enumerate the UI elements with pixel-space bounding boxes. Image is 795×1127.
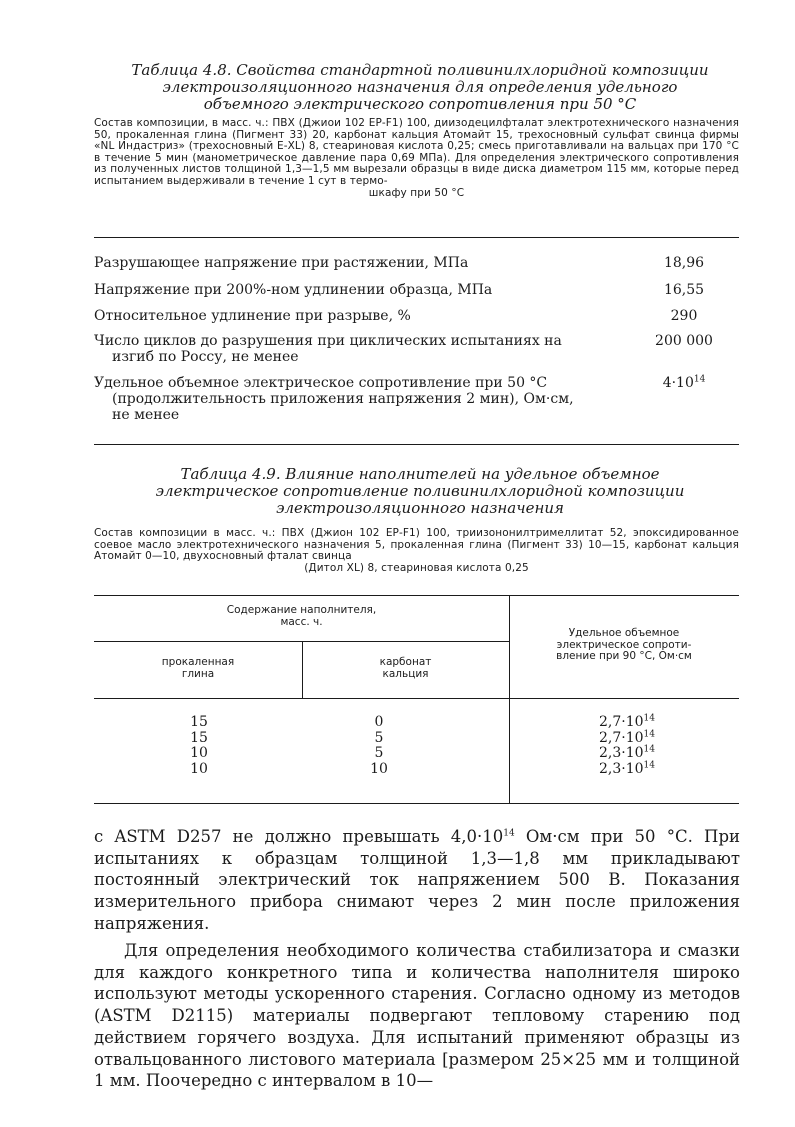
table-cell: 10 — [370, 760, 388, 777]
caption-line: электрическое сопротивление поливинилхлоридной композиции — [155, 482, 685, 500]
header-text: прокаленная — [161, 656, 235, 668]
label-line: не менее — [112, 407, 180, 423]
value-exponent: 14 — [643, 759, 655, 770]
label-line: Удельное объемное электрическое сопротивление при 50 °С — [94, 375, 548, 391]
label-line: (продолжительность приложения напряжения 2 мин), Ом·см, — [112, 391, 574, 407]
property-value: 290 — [670, 308, 698, 324]
table-4-9-caption — [120, 466, 720, 517]
header-text: Удельное объемное — [568, 627, 680, 639]
composition-text: Состав композиции, в масс. ч.: ПВХ (Джиои 102 ЕР-F1) 100, диизодецилфталат электротехнического назначения 50, прокаленная глина (Пигмент 33) 20, карбонат кальция Атомайт 15, трехосновный сульфат свинца фирмы «NL Индастриз» (трехосновный Е-XL) 8, стеариновая кислота 0,25; смесь приготавливали на вальцах при 170 °С в течение 5 мин (манометрическое давление пара 0,69 МПа). Для определения электрического сопротивления из полученных листов толщиной 1,3—1,5 мм вырезали образцы в виде диска диаметром 115 мм, которые перед испытанием выдерживали в течение 1 сут в термо- — [94, 117, 739, 187]
header-text: карбонат — [379, 656, 432, 668]
header-clay — [94, 657, 302, 680]
value-base: 4·10 — [662, 375, 694, 391]
table-bottom-rule — [94, 803, 739, 804]
property-label — [94, 333, 619, 365]
table-cell: 0 — [374, 714, 384, 730]
header-text: кальция — [382, 667, 429, 680]
value-exponent: 14 — [643, 713, 655, 724]
table-cell: 10 — [190, 760, 208, 777]
table-cell: 5 — [374, 745, 384, 761]
table-cell: 15 — [190, 729, 208, 746]
paragraph-text: с ASTM D257 не должно превышать 4,0·10 — [94, 827, 504, 846]
caption-line: Таблица 4.8. Свойства стандартной поливинилхлоридной композиции — [131, 61, 709, 79]
value-base: 2,7·10 — [599, 729, 644, 746]
table-cell — [599, 728, 679, 747]
header-text: Содержание наполнителя, — [226, 604, 377, 616]
header-text: электрическое сопроти- — [556, 638, 692, 651]
header-resistance — [509, 628, 739, 663]
clay-column — [179, 715, 219, 777]
caption-line: электроизоляционного назначения — [276, 499, 564, 517]
caption-line: электроизоляционного назначения для определения удельного — [162, 78, 678, 96]
header-text: вление при 90 °С, Ом·см — [556, 650, 692, 662]
value-exponent: 14 — [693, 374, 706, 385]
composition-last-line: шкафу при 50 °С — [368, 186, 465, 199]
value-base: 2,3·10 — [599, 745, 644, 761]
header-carbonate — [302, 657, 509, 680]
composition-text: Состав композиции в масс. ч.: ПВХ (Джион 102 ЕР-F1) 100, триизононилтримеллитат 52, эпоксидированное соевое масло электротехнического назначения 5, прокаленная глина (Пигмент 33) 10—15, карбонат кальция Атомайт 0—10, двухосновный фталат свинца — [94, 527, 739, 563]
table-cell — [599, 746, 679, 762]
body-paragraph: Для определения необходимого количества стабилизатора и смазки для каждого конкретного типа и количества наполнителя широко используют методы ускоренного старения. Согласно одному из методов (ASTM D2115) материалы подвергают тепловому старению под действием горячего воздуха. Для испытаний применяют образцы из отвальцованного листового материала [размером 25×25 мм и толщиной 1 мм. Поочередно с интервалом в 10— — [94, 941, 740, 1091]
header-filler-content — [94, 605, 509, 628]
property-label: Разрушающее напряжение при растяжении, МПа — [94, 255, 469, 271]
value-base: 2,7·10 — [599, 714, 644, 730]
carbonate-column — [359, 715, 399, 777]
property-value: 18,96 — [663, 255, 705, 271]
table-4-9 — [94, 595, 739, 805]
caption-line: Таблица 4.9. Влияние наполнителей на удельное объемное — [180, 465, 660, 483]
table-4-8-composition — [94, 118, 739, 199]
property-label: Напряжение при 200%-ном удлинении образца, МПа — [94, 282, 493, 298]
table-cell: 15 — [190, 714, 208, 730]
value-exponent: 14 — [643, 728, 655, 739]
composition-last-line: (Дитол XL) 8, стеариновая кислота 0,25 — [304, 561, 529, 574]
table-cell: 5 — [374, 729, 384, 746]
property-value: 16,55 — [663, 282, 705, 298]
table-cell — [599, 715, 679, 731]
table-top-rule — [94, 595, 739, 596]
property-label: Относительное удлинение при разрыве, % — [94, 308, 411, 324]
header-bottom-rule — [94, 698, 739, 699]
value-base: 2,3·10 — [599, 760, 644, 777]
column-divider — [509, 595, 510, 803]
property-label — [94, 375, 619, 423]
table-4-9-composition — [94, 528, 739, 574]
table-4-8-caption — [120, 62, 720, 113]
body-paragraph — [94, 826, 740, 935]
header-text: глина — [181, 667, 215, 680]
label-line: Число циклов до разрушения при циклических испытаниях на — [94, 333, 562, 349]
label-line: изгиб по Россу, не менее — [112, 349, 299, 365]
table-cell: 10 — [190, 745, 208, 761]
table-top-rule — [94, 237, 739, 238]
table-bottom-rule — [94, 444, 739, 445]
value-exponent: 14 — [643, 744, 655, 755]
caption-line: объемного электрического сопротивления при 50 °С — [203, 95, 637, 113]
property-value: 200 000 — [655, 333, 713, 349]
property-value — [649, 375, 719, 391]
header-text: масс. ч. — [280, 615, 323, 628]
table-cell — [599, 759, 679, 778]
value-exponent: 14 — [503, 828, 515, 839]
resistance-column — [599, 715, 679, 777]
paragraph-text: Ом·см при 50 °С. При испытаниях к образцам толщиной 1,3—1,8 мм прикладывают постоянный электрический ток напряжением 500 В. Показания измерительного прибора снимают через 2 мин после приложения напряжения. — [94, 827, 741, 933]
